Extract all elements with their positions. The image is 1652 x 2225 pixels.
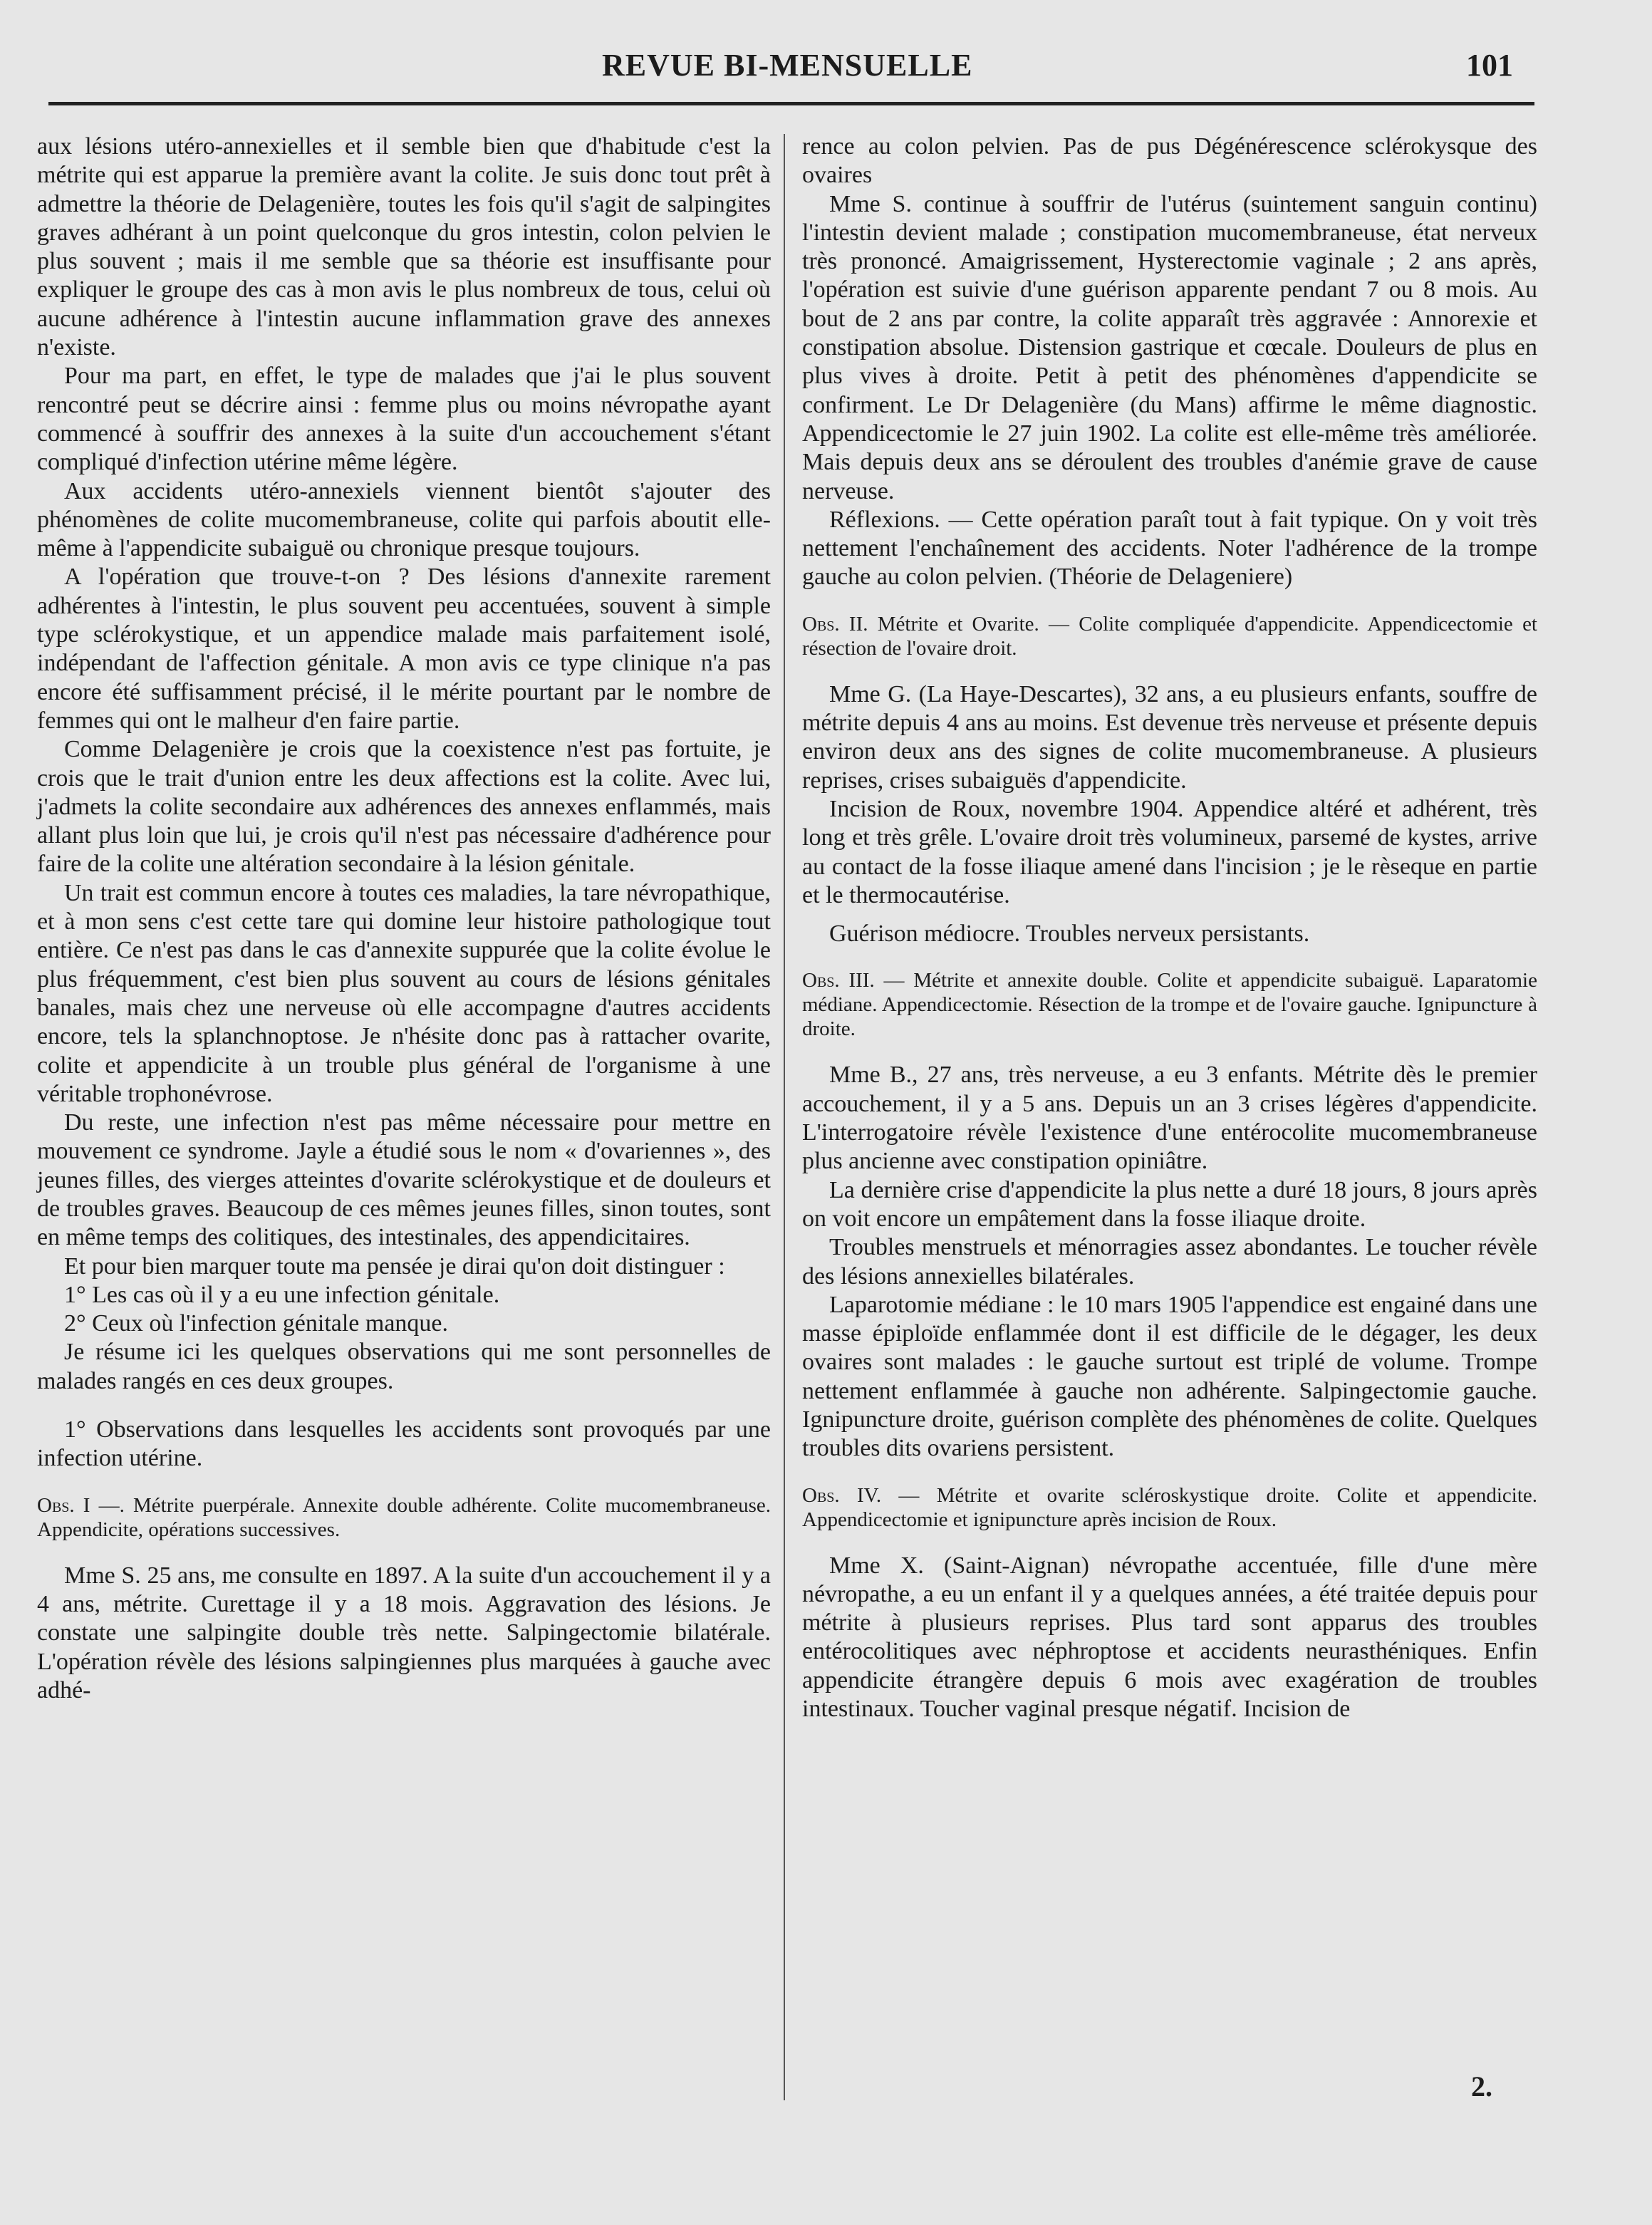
observation-heading [802, 612, 1537, 660]
paragraph: Et pour bien marquer toute ma pensée je dirai qu'on doit distinguer : [64, 1252, 725, 1280]
spacer [802, 660, 1537, 680]
paragraph: Du reste, une infection n'est pas même nécessaire pour mettre en mouvement ce syndrome. Jayle a étudié sous le nom « d'ovariennes », des jeunes filles, des vierges atteintes d'ovarite sclérokystique et de douleurs et de troubles graves. Beaucoup de ces mêmes jeunes filles, sinon toutes, sont en même temps des colitiques, des intestinales, des appendicitaires. [37, 1109, 771, 1251]
paragraph: Guérison médiocre. Troubles nerveux persistants. [829, 920, 1310, 948]
running-title: REVUE BI-MENSUELLE [602, 48, 973, 83]
signature-mark: 2. [1471, 2070, 1492, 2102]
right-column [802, 133, 1537, 1723]
paragraph: Un trait est commun encore à toutes ces maladies, la tare névropathique, et à mon sens c'est cette tare qui domine leur histoire pathologique tout entière. Ce n'est pas dans le cas d'annexite suppurée que la colite évolue le plus fréquemment, c'est bien plus souvent au cours de lésions génitales banales, mais chez une nerveuse où elle accompagne d'autres accidents encore, tels la splanchnoptose. Je n'hésite donc pas à rattacher ovarite, colite et appendicite à un trouble plus général de l'organisme à une véritable trophonévrose. [37, 879, 771, 1107]
running-head [0, 47, 1652, 90]
paragraph: Réflexions. — Cette opération paraît tout à fait typique. On y voit très nettement l'enchaînement des accidents. Noter l'adhérence de la trompe gauche au colon pelvien. (Théorie de Delageniere) [802, 506, 1537, 591]
page-number: 101 [1466, 48, 1513, 83]
observation-label: Obs. III. [802, 969, 875, 992]
observation-label: Obs. IV. [802, 1483, 882, 1507]
spacer [37, 1542, 771, 1562]
observation-summary: —. Métrite puerpérale. Annexite double adhérente. Colite mucomembraneuse. Appendicite, opérations successives. [37, 1493, 771, 1541]
header-rule [48, 102, 1534, 105]
observation-label: Obs. I [37, 1493, 90, 1517]
spacer [802, 592, 1537, 612]
paragraph: Aux accidents utéro-annexiels viennent bientôt s'ajouter des phénomènes de colite mucomembraneuse, colite qui parfois aboutit elle-même à l'appendicite subaiguë ou chronique presque toujours. [37, 477, 771, 562]
paragraph: Laparotomie médiane : le 10 mars 1905 l'appendice est engainé dans une masse épiploïde enflammée dont il est difficile de le dégager, les deux ovaires sont malades : le gauche surtout est triplé de volume. Trompe nettement enflammée à gauche non adhérente. Salpingectomie gauche. Ignipuncture droite, guérison complète des phénomènes de colite. Quelques troubles dits ovariens persistent. [802, 1291, 1537, 1462]
paragraph: 1° Les cas où il y a eu une infection génitale. [64, 1281, 500, 1308]
observation-summary: — Métrite et annexite double. Colite et appendicite subaiguë. Laparatomie médiane. Appendicectomie. Résection de la trompe et de l'ovaire gauche. Ignipuncture à droite. [802, 969, 1537, 1041]
observation-heading [37, 1493, 771, 1542]
paragraph: Incision de Roux, novembre 1904. Appendice altéré et adhérent, très long et très grêle. L'ovaire droit très volumineux, parsemé de kystes, arrive au contact de la fosse iliaque amené dans l'incision ; je le rèseque en partie et le thermocautérise. [802, 795, 1537, 908]
paragraph: rence au colon pelvien. Pas de pus Dégénérescence sclérokysque des ovaires [802, 133, 1537, 189]
observation-heading [802, 1483, 1537, 1532]
spacer [802, 948, 1537, 968]
paragraph: 2° Ceux où l'infection génitale manque. [64, 1310, 449, 1337]
paragraph: aux lésions utéro-annexielles et il semble bien que d'habitude c'est la métrite qui est apparue la première avant la colite. Je suis donc tout prêt à admettre la théorie de Delagenière, toutes les fois qu'il s'agit de salpingites graves adhérant à un point quelconque du gros intestin, colon pelvien le plus souvent ; mais il me semble que sa théorie est insuffisante pour expliquer le groupe des cas à mon avis le plus nombreux de tous, celui où aucune adhérence à l'intestin aucune inflammation grave des annexes n'existe. [37, 133, 771, 361]
spacer [802, 910, 1537, 920]
left-column [37, 133, 771, 1705]
paragraph: Mme S. continue à souffrir de l'utérus (suintement sanguin continu) l'intestin devient malade ; constipation mucomembraneuse, état nerveux très prononcé. Amaigrissement, Hysterectomie vaginale ; 2 ans après, l'opération est suivie d'une guérison apparente pendant 7 ou 8 mois. Au bout de 2 ans par contre, la colite apparaît très aggravée : Annorexie et constipation absolue. Distension gastrique et cœcale. Douleurs de plus en plus vives à droite. Petit à petit des phénomènes d'appendicite se confirment. Le Dr Delagenière (du Mans) affirme le même diagnostic. Appendicectomie le 27 juin 1902. La colite est elle-même très améliorée. Mais depuis deux ans se déroulent des troubles d'anémie grave de cause nerveuse. [802, 190, 1537, 504]
paragraph: Mme X. (Saint-Aignan) névropathe accentuée, fille d'une mère névropathe, a eu un enfant il y a quelques années, a été traitée depuis pour métrite à plusieurs reprises. Plus tard sont apparus des troubles entérocolitiques avec néphroptose et accidents neurasthéniques. Enfin appendicite étrangère depuis 6 mois avec exagération de troubles intestinaux. Toucher vaginal presque négatif. Incision de [802, 1552, 1537, 1723]
observation-heading [802, 968, 1537, 1041]
column-divider [784, 134, 785, 2100]
paragraph: Comme Delagenière je crois que la coexistence n'est pas fortuite, je crois que le trait d'union entre les deux affections est la colite. Avec lui, j'admets la colite secondaire aux adhérences des annexes enflammés, mais allant plus loin que lui, je crois qu'il n'est pas nécessaire d'adhérence pour faire de la colite une altération secondaire à la lésion génitale. [37, 736, 771, 878]
paragraph: 1° Observations dans lesquelles les accidents sont provoqués par une infection utérine. [37, 1416, 771, 1472]
spacer [37, 1396, 771, 1416]
spacer [802, 1532, 1537, 1552]
spacer [802, 1463, 1537, 1483]
paragraph: Mme G. (La Haye-Descartes), 32 ans, a eu plusieurs enfants, souffre de métrite depuis 4 ans au moins. Est devenue très nerveuse et présente depuis environ deux ans des signes de colite mucomembraneuse. A plusieurs reprises, crises subaiguës d'appendicite. [802, 680, 1537, 794]
paragraph: Troubles menstruels et ménorragies assez abondantes. Le toucher révèle des lésions annexielles bilatérales. [802, 1234, 1537, 1290]
observation-label: Obs. II. [802, 612, 868, 636]
observation-summary: — Métrite et ovarite scléroskystique droite. Colite et appendicite. Appendicectomie et ignipuncture après incision de Roux. [802, 1483, 1538, 1531]
paragraph: La dernière crise d'appendicite la plus nette a duré 18 jours, 8 jours après on voit encore un empâtement dans la fosse iliaque droite. [802, 1176, 1537, 1232]
paragraph: Mme B., 27 ans, très nerveuse, a eu 3 enfants. Métrite dès le premier accouchement, il y a 5 ans. Depuis un an 3 crises légères d'appendicite. L'interrogatoire révèle l'existence d'une entérocolite mucomembraneuse plus ancienne avec constipation opiniâtre. [802, 1062, 1537, 1175]
spacer [37, 1473, 771, 1493]
spacer [802, 1041, 1537, 1061]
observation-summary: Métrite et Ovarite. — Colite compliquée d'appendicite. Appendicectomie et résection de l'ovaire droit. [802, 612, 1537, 660]
paragraph: A l'opération que trouve-t-on ? Des lésions d'annexite rarement adhérentes à l'intestin, le plus souvent peu accentuées, souvent à simple type sclérokystique, et un appendice malade mais parfaitement isolé, indépendant de l'affection génitale. A mon avis ce type clinique n'a pas encore été suffisamment précisé, il le mérite pourtant par le nombre de femmes qui ont le malheur d'en faire partie. [37, 564, 771, 734]
paragraph: Mme S. 25 ans, me consulte en 1897. A la suite d'un accouchement il y a 4 ans, métrite. Curettage il y a 18 mois. Aggravation des lésions. Je constate une salpingite double très nette. Salpingectomie bilatérale. L'opération révèle des lésions salpingiennes plus marquées à gauche avec adhé- [37, 1562, 771, 1703]
paragraph: Pour ma part, en effet, le type de malades que j'ai le plus souvent rencontré peut se décrire ainsi : femme plus ou moins névropathe ayant commencé à souffrir des annexes à la suite d'un accouchement s'étant compliqué d'infection utérine même légère. [37, 363, 771, 476]
paragraph: Je résume ici les quelques observations qui me sont personnelles de malades rangés en ces deux groupes. [37, 1339, 771, 1394]
